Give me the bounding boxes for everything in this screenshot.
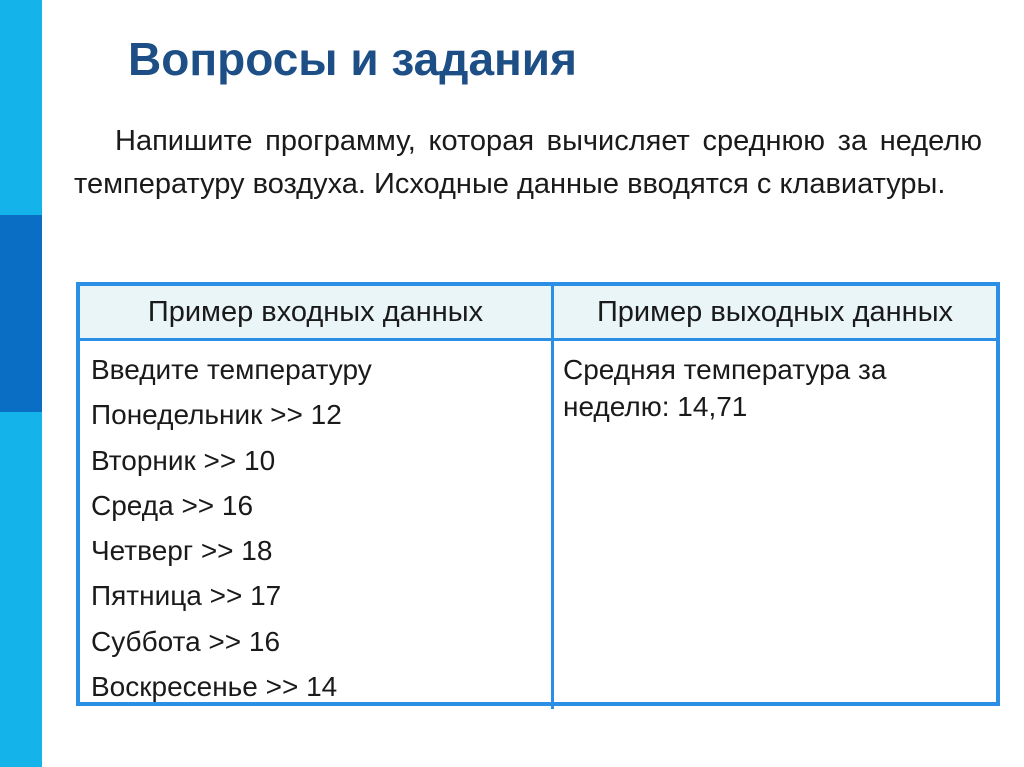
input-line: Введите температуру <box>91 354 372 385</box>
side-accent-bar-segment <box>0 215 42 412</box>
input-line: Воскресенье >> 14 <box>91 671 338 703</box>
input-line: Четверг >> 18 <box>91 535 273 567</box>
input-line: Среда >> 16 <box>91 489 254 521</box>
input-example-cell <box>80 341 554 709</box>
input-line: Вторник >> 10 <box>91 444 276 476</box>
output-example-header: Пример выходных данных <box>554 286 996 341</box>
output-text: Средняя температура за неделю: 14,71 <box>563 354 887 422</box>
task-description: Напишите программу, которая вычисляет среднюю за неделю температуру воздуха. Исходные данные вводятся с клавиатуры. <box>74 125 982 200</box>
example-table <box>76 282 1000 706</box>
input-line: Понедельник >> 12 <box>91 399 342 431</box>
output-example-cell <box>554 341 996 709</box>
slide-title: Вопросы и задания <box>128 33 577 85</box>
input-line: Пятница >> 17 <box>91 580 282 612</box>
input-example-header: Пример входных данных <box>80 286 554 341</box>
input-line: Суббота >> 16 <box>91 625 281 657</box>
